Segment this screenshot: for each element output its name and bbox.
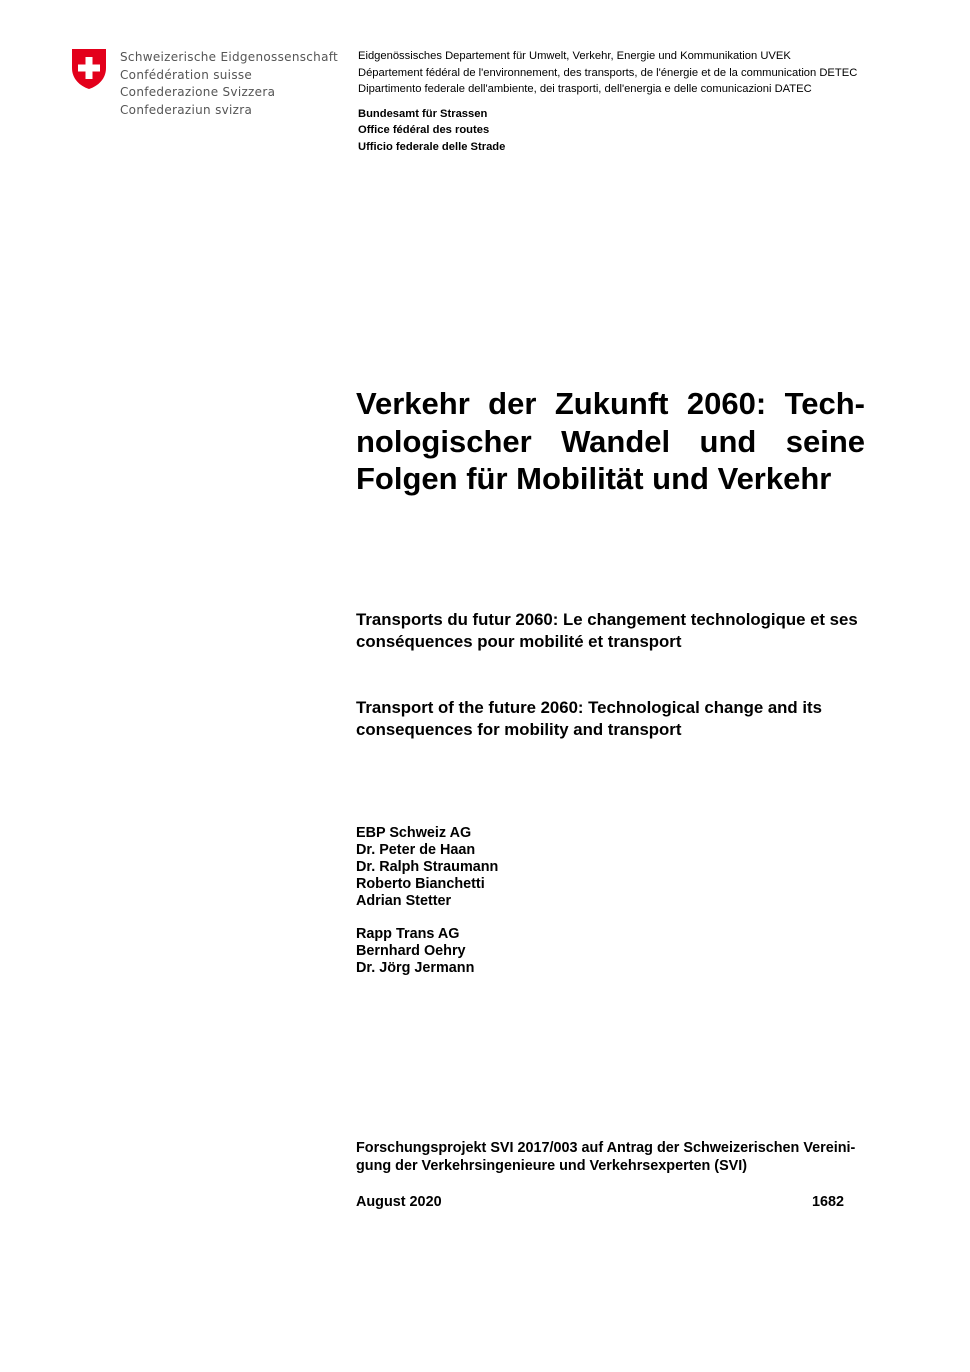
- logo-line-rm: Confederaziun svizra: [120, 102, 253, 117]
- office-it: Ufficio federale delle Strade: [358, 140, 506, 153]
- author-line: Rapp Trans AG: [356, 926, 460, 942]
- department-de: Eidgenössisches Departement für Umwelt, Verkehr, Energie und Kommunikation UVEK: [358, 50, 791, 62]
- office-block: [358, 106, 505, 155]
- author-line: EBP Schweiz AG: [356, 825, 472, 841]
- publication-date: August 2020: [356, 1194, 442, 1210]
- author-line: Roberto Bianchetti: [356, 876, 485, 892]
- department-block: [358, 48, 857, 98]
- subtitle-english: Transport of the future 2060: Technological change and its consequences for mobility and transport: [356, 698, 822, 739]
- footer: [356, 1194, 844, 1211]
- author-line: Bernhard Oehry: [356, 943, 466, 959]
- logo-wordmark: [120, 49, 338, 119]
- author-line: Dr. Peter de Haan: [356, 842, 476, 858]
- report-number: 1682: [811, 1194, 844, 1210]
- report-title: Verkehr der Zukunft 2060: Tech-nologischer Wandel und seine Folgen für Mobilität und Verkehr: [356, 386, 865, 496]
- swiss-cross-icon: [71, 48, 107, 90]
- office-de: Bundesamt für Strassen: [358, 108, 488, 120]
- department-it: Dipartimento federale dell'ambiente, dei trasporti, dell'energia e delle comunicazioni DATEC: [358, 83, 812, 95]
- research-project-note: [356, 1140, 868, 1175]
- author-line: Dr. Jörg Jermann: [356, 960, 475, 976]
- research-line: gung der Verkehrsingenieure und Verkehrsexperten (SVI): [356, 1157, 748, 1174]
- author-line: Dr. Ralph Straumann: [356, 859, 499, 875]
- authors-rapp: [356, 926, 474, 977]
- author-line: Adrian Stetter: [356, 893, 452, 909]
- office-fr: Office fédéral des routes: [358, 124, 490, 137]
- logo-line-de: Schweizerische Eidgenossenschaft: [120, 50, 339, 64]
- logo-line-fr: Confédération suisse: [120, 67, 253, 82]
- department-fr: Département fédéral de l'environnement, des transports, de l'énergie et de la communication DETEC: [358, 66, 858, 79]
- authors-ebp: [356, 825, 498, 910]
- subtitle-french: Transports du futur 2060: Le changement technologique et ses conséquences pour mobilité et transport: [356, 610, 858, 651]
- logo-line-it: Confederazione Svizzera: [120, 85, 276, 99]
- research-line: Forschungsprojekt SVI 2017/003 auf Antrag der Schweizerischen Vereini-: [356, 1140, 856, 1156]
